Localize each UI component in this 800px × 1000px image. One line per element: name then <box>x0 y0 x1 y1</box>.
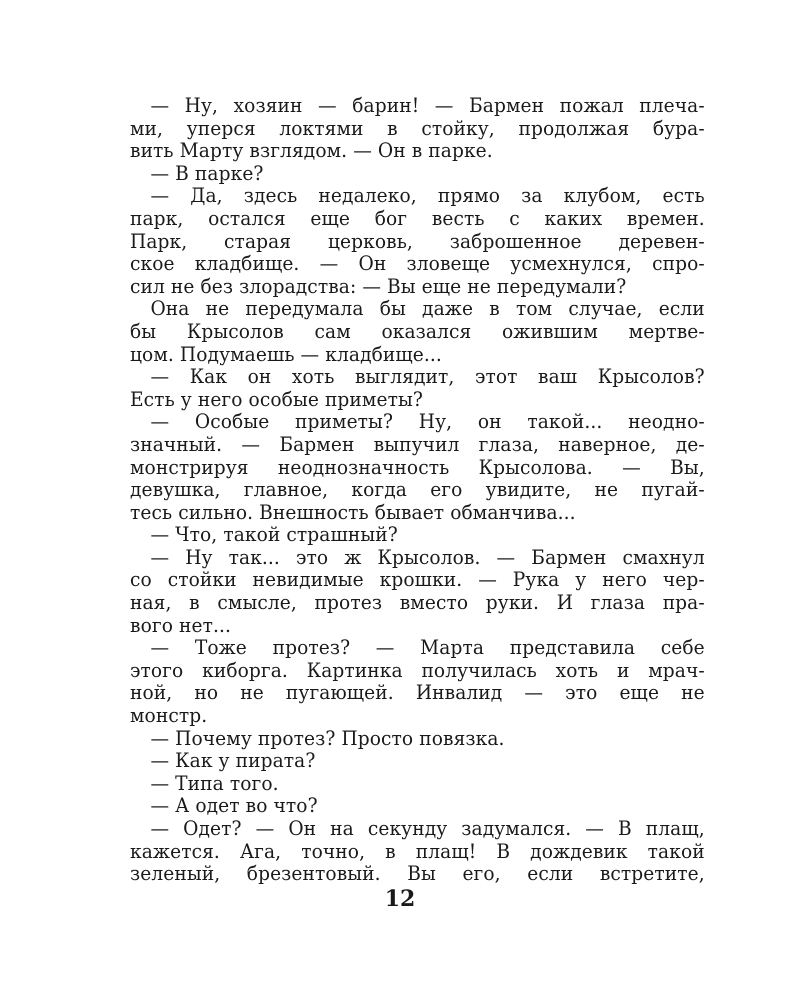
text-line: значный. — Бармен выпучил глаза, наверное, де- <box>130 431 705 456</box>
text-line: парк, остался еще бог весть с каких времен. <box>130 205 705 230</box>
text-line: Парк, старая церковь, заброшенное деревен- <box>130 228 705 253</box>
text-line: девушка, главное, когда его увидите, не пугай- <box>130 477 705 502</box>
text-line: кажется. Ага, точно, в плащ! В дождевик такой <box>130 838 705 863</box>
text-line: тесь сильно. Внешность бывает обманчива... <box>130 499 576 524</box>
text-line: монстрируя неоднозначность Крысолова. — Вы, <box>130 454 705 479</box>
text-line: — Особые приметы? Ну, он такой... неодно- <box>150 409 705 434</box>
text-line: ское кладбище. — Он зловеще усмехнулся, спро- <box>130 251 705 276</box>
text-line: — Типа того. <box>150 770 279 795</box>
text-line: Она не передумала бы даже в том случае, если <box>150 296 705 321</box>
text-line: ная, в смысле, протез вместо руки. И глаза пра- <box>130 590 705 615</box>
text-line: — Почему протез? Просто повязка. <box>150 725 505 750</box>
text-line: — Ну так... это ж Крысолов. — Бармен смахнул <box>150 544 705 569</box>
body-text <box>130 94 705 885</box>
text-line: этого киборга. Картинка получилась хоть и мрач- <box>130 657 705 682</box>
text-line: ми, уперся локтями в стойку, продолжая бура- <box>130 115 705 140</box>
text-line: бы Крысолов сам оказался ожившим мертве- <box>130 318 705 343</box>
text-line: ной, но не пугающей. Инвалид — это еще не <box>130 680 705 705</box>
text-line: со стойки невидимые крошки. — Рука у него чер- <box>130 567 705 592</box>
text-line: — Ну, хозяин — барин! — Бармен пожал плеча- <box>150 93 705 117</box>
text-line: вить Марту взглядом. — Он в парке. <box>130 138 493 163</box>
text-line: — Одет? — Он на секунду задумался. — В плащ, <box>150 816 705 840</box>
text-line: зеленый, брезентовый. Вы его, если встретите, <box>130 861 705 886</box>
page-number: 12 <box>384 886 416 912</box>
text-line: цом. Подумаешь — кладбище... <box>130 341 442 366</box>
text-line: — Как он хоть выглядит, этот ваш Крысолов? <box>150 364 705 389</box>
text-line: — Как у пирата? <box>150 748 316 773</box>
text-line: сил не без злорадства: — Вы еще не передумали? <box>130 273 627 298</box>
text-line: Есть у него особые приметы? <box>130 386 423 411</box>
text-line: — Что, такой страшный? <box>150 522 398 547</box>
text-line: вого нет... <box>130 612 231 637</box>
text-line: — В парке? <box>150 160 264 185</box>
text-line: — А одет во что? <box>150 793 318 818</box>
text-line: — Да, здесь недалеко, прямо за клубом, есть <box>150 183 705 208</box>
text-line: монстр. <box>130 703 208 728</box>
text-line: — Тоже протез? — Марта представила себе <box>150 635 705 660</box>
